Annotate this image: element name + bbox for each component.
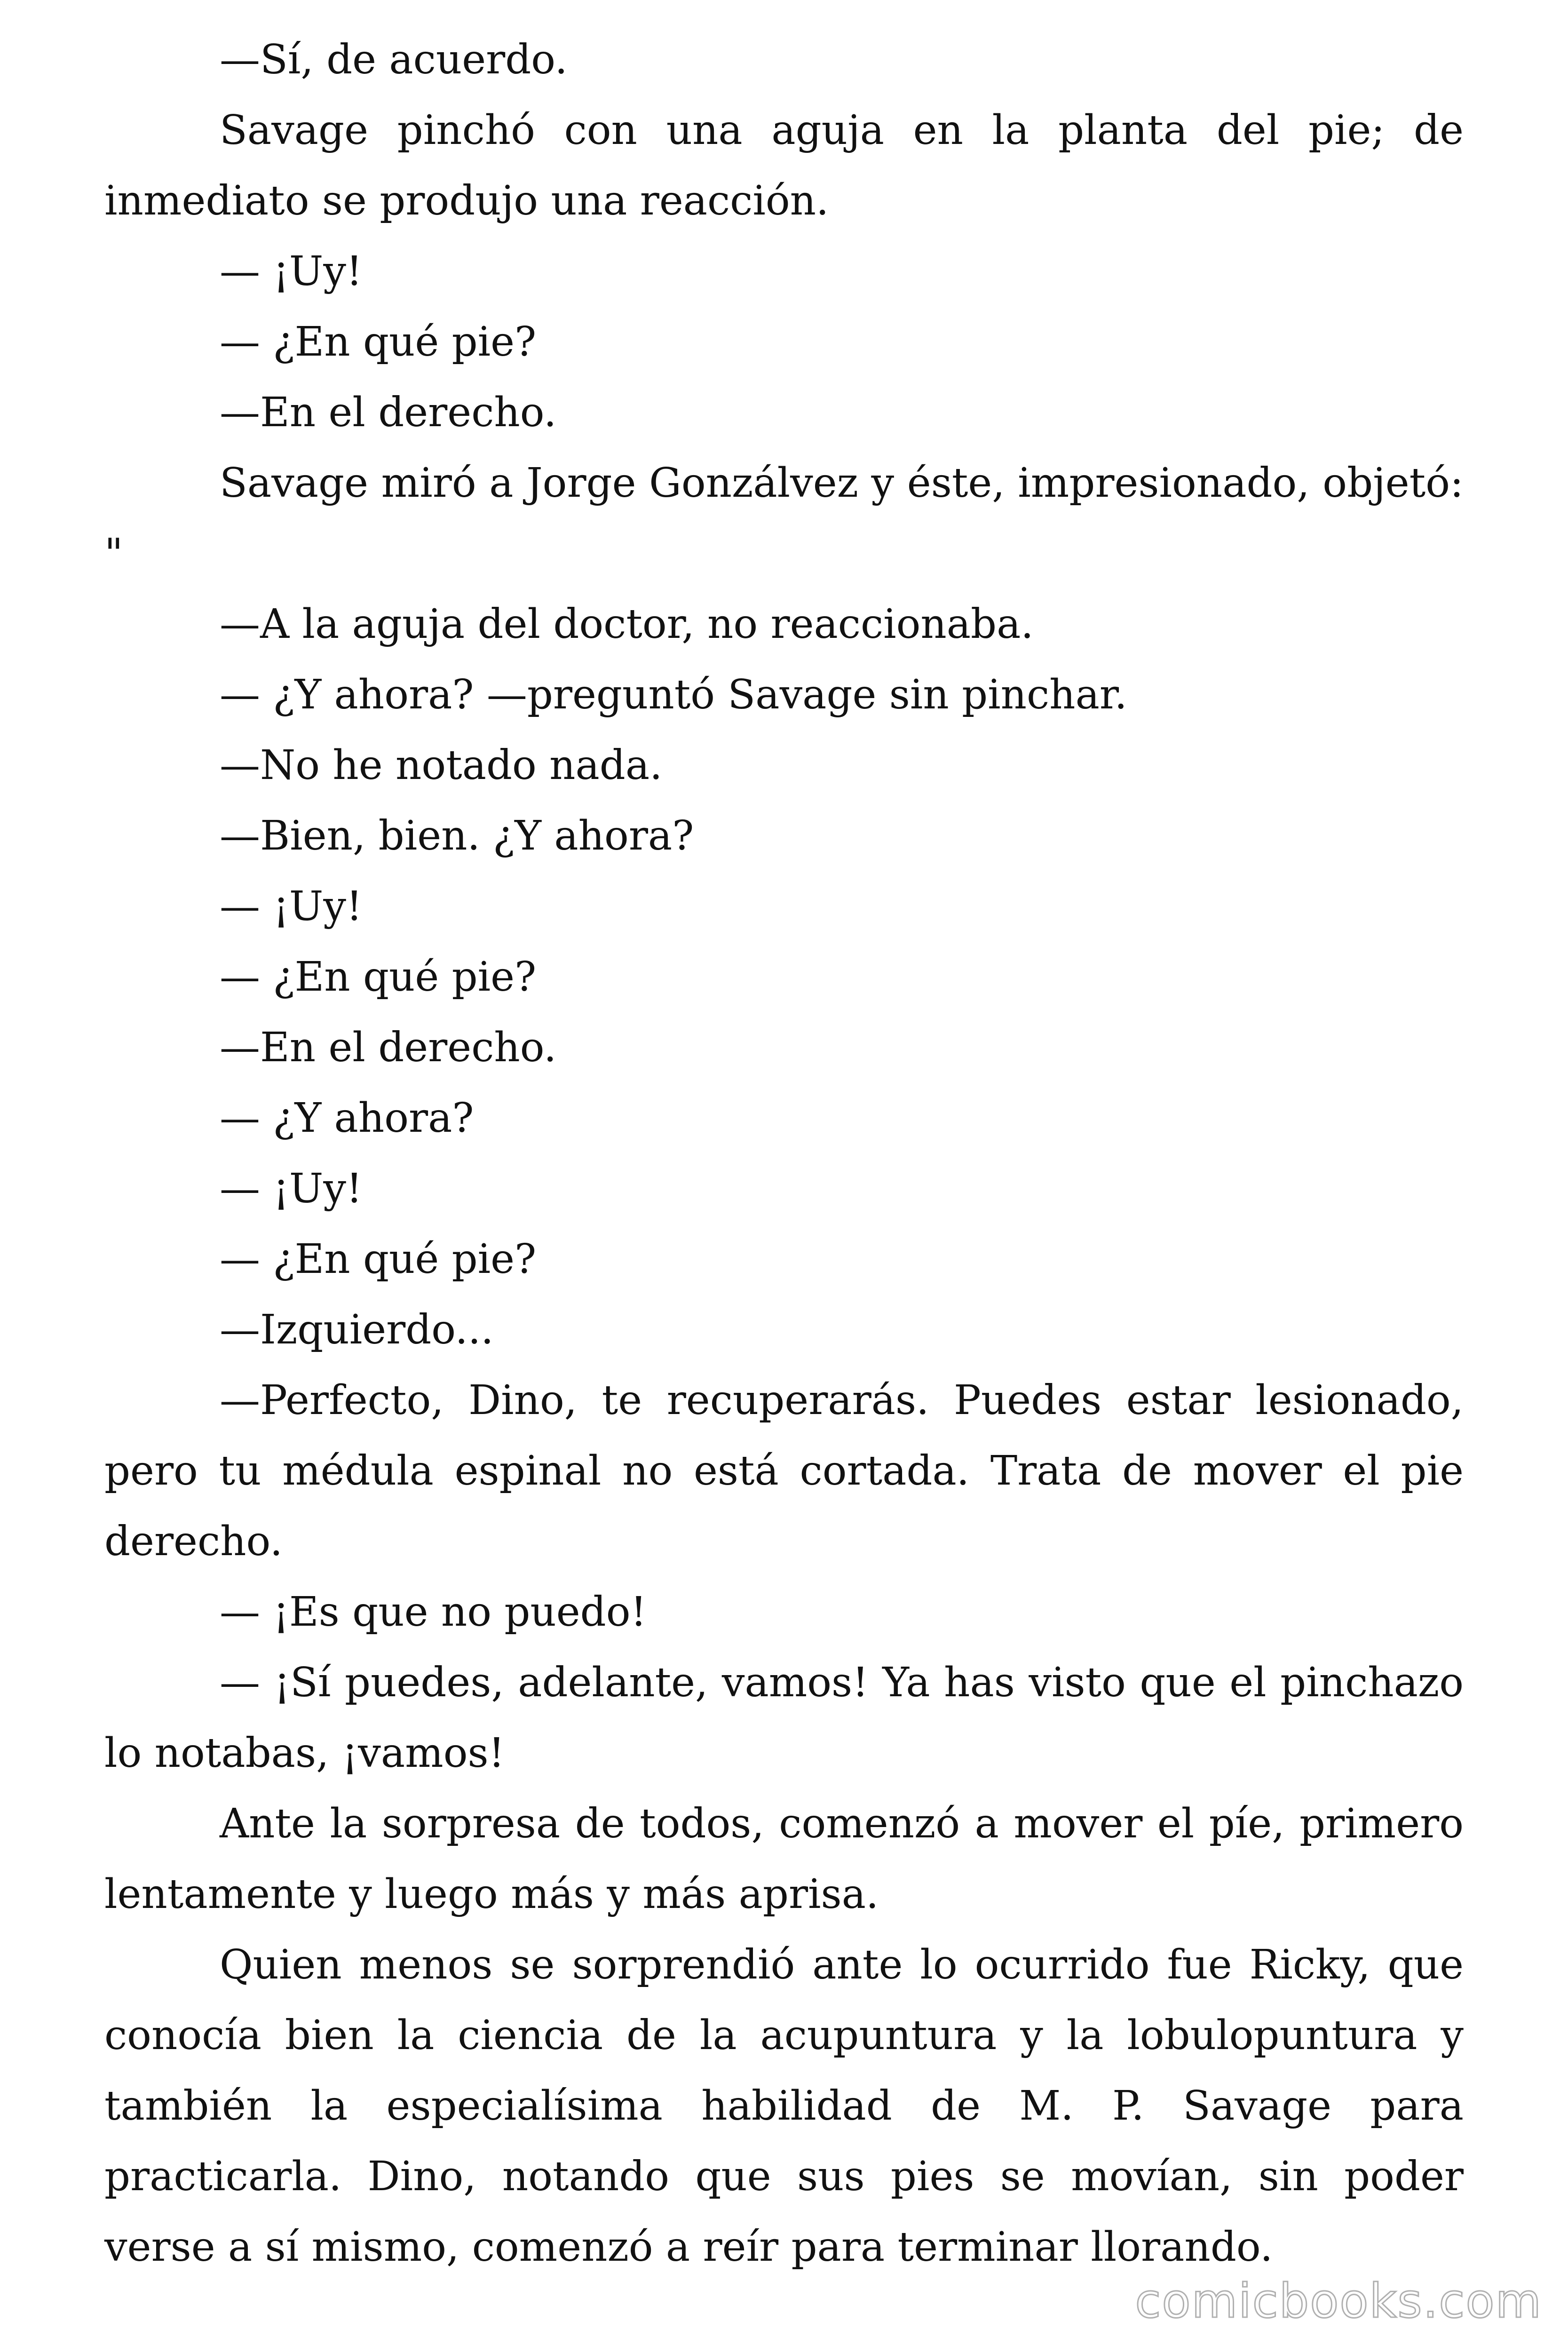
paragraph: — ¿En qué pie? bbox=[220, 954, 537, 1001]
page-text bbox=[104, 24, 1541, 2282]
paragraph: — ¡Uy! bbox=[220, 248, 363, 295]
paragraph: —En el derecho. bbox=[220, 389, 557, 436]
paragraph: —Sí, de acuerdo. bbox=[220, 36, 568, 83]
paragraph: Quien menos se sorprendió ante lo ocurrido fue Ricky, que conocía bien la ciencia de la acupuntura y la lobulopuntura y también la especialísima habilidad de M. P. Savage para practicarla. Dino, notando que sus pies se movían, sin poder verse a sí mismo, comenzó a reír para terminar llorando. bbox=[104, 1941, 1464, 2271]
paragraph: — ¿Y ahora? bbox=[220, 1095, 474, 1142]
paragraph: — ¿En qué pie? bbox=[220, 318, 537, 366]
paragraph: —A la aguja del doctor, no reaccionaba. bbox=[220, 601, 1034, 648]
paragraph: Savage miró a Jorge Gonzálvez y éste, impresionado, objetó: " bbox=[104, 460, 1541, 577]
paragraph: — ¡Sí puedes, adelante, vamos! Ya has visto que el pinchazo lo notabas, ¡vamos! bbox=[104, 1659, 1464, 1777]
paragraph: —No he notado nada. bbox=[220, 742, 663, 789]
paragraph: Ante la sorpresa de todos, comenzó a mover el píe, primero lentamente y luego más y más aprisa. bbox=[104, 1800, 1464, 1918]
paragraph: — ¡Uy! bbox=[220, 1165, 363, 1212]
paragraph: — ¿Y ahora? —preguntó Savage sin pinchar. bbox=[220, 671, 1127, 718]
paragraph: — ¡Uy! bbox=[220, 883, 363, 930]
paragraph: —Bien, bien. ¿Y ahora? bbox=[220, 812, 694, 859]
paragraph: — ¡Es que no puedo! bbox=[220, 1589, 647, 1636]
paragraph: —Izquierdo... bbox=[220, 1306, 494, 1353]
paragraph: —Perfecto, Dino, te recuperarás. Puedes estar lesionado, pero tu médula espinal no está cortada. Trata de mover el pie derecho. bbox=[104, 1377, 1464, 1565]
paragraph: — ¿En qué pie? bbox=[220, 1236, 537, 1283]
paragraph: —En el derecho. bbox=[220, 1024, 557, 1071]
watermark: comicbooks.com bbox=[1135, 2273, 1542, 2328]
paragraph: Savage pinchó con una aguja en la planta del pie; de inmediato se produjo una reacción. bbox=[104, 107, 1464, 224]
